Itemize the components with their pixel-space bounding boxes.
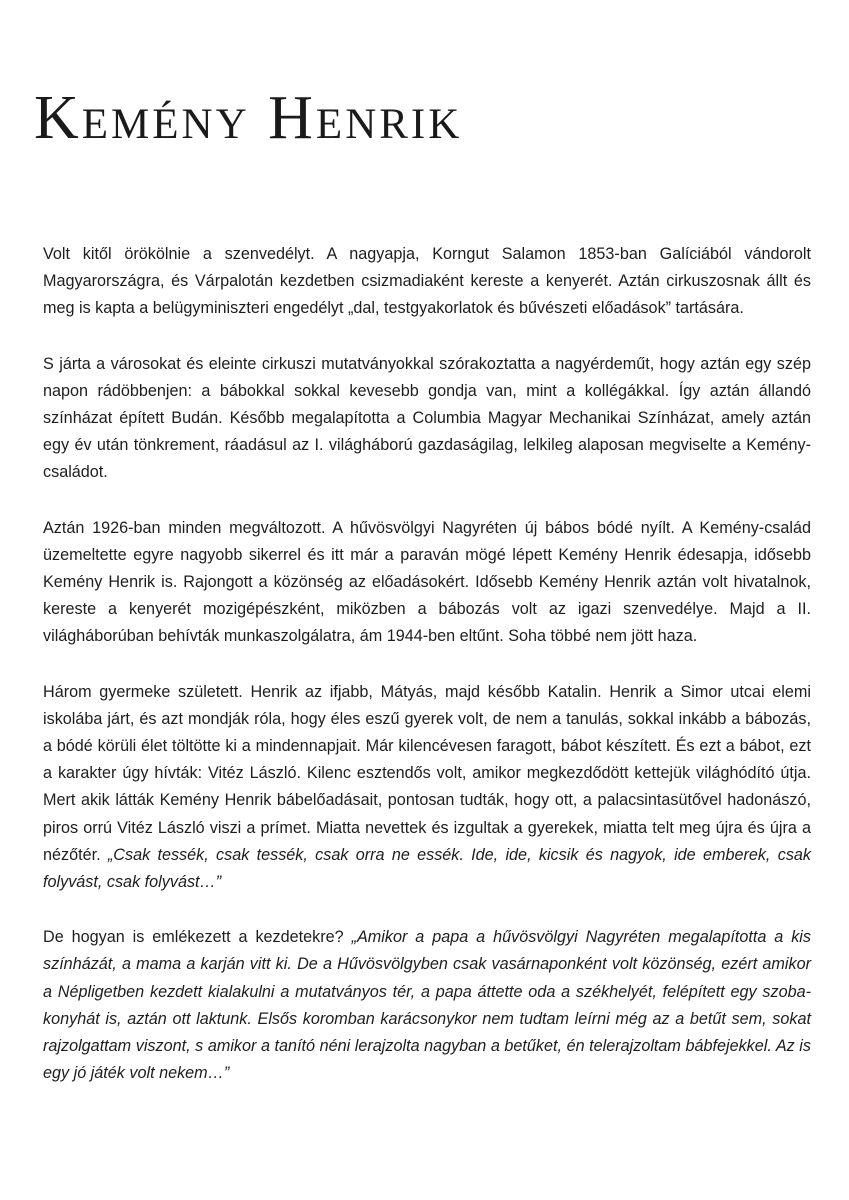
italic-quote: „Amikor a papa a hűvösvölgyi Nagyréten megalapította a kis színházát, a mama a karján vitt ki. De a Hűvösvölgyben csak vasárnaponként volt közönség, ezért amikor a Népligetben kezdett kialakulni a mutatványos tér, a papa áttette oda a székhelyét, felépített egy szoba-konyhát is, aztán ott laktunk. Elsős koromban karácsonykor nem tudtam leírni még az a betűt sem, sokat rajzolgattam viszont, s amikor a tanító néni lerajzolta nagyban a betűket, én telerajzoltam bábfejekkel. Az is egy jó játék volt nekem…” [43, 928, 811, 1083]
article-body [43, 241, 811, 1115]
paragraph-4 [43, 679, 811, 897]
paragraph-text: Volt kitől örökölnie a szenvedélyt. A nagyapja, Korngut Salamon 1853-ban Galíciából vándorolt Magyarországra, és Várpalotán kezdetben csizmadiaként kereste a kenyerét. Aztán cirkuszosnak állt és meg is kapta a belügyminiszteri engedélyt „dal, testgyakorlatok és bűvészeti előadások” tartására. [43, 245, 811, 318]
paragraph-2 [43, 351, 811, 487]
paragraph-5 [43, 924, 811, 1087]
paragraph-text: S járta a városokat és eleinte cirkuszi mutatványokkal szórakoztatta a nagyérdeműt, hogy aztán egy szép napon rádöbbenjen: a bábokkal sokkal kevesebb gondja van, mint a kollégákkal. Így aztán állandó színházat épített Budán. Később megalapította a Columbia Magyar Mechanikai Színházat, amely aztán egy év után tönkrement, ráadásul az I. világháború gazdaságilag, lelkileg alaposan megviselte a Kemény-családot. [43, 354, 811, 482]
paragraph-text: Három gyermeke született. Henrik az ifjabb, Mátyás, majd később Katalin. Henrik a Simor utcai elemi iskolába járt, és azt mondják róla, hogy éles eszű gyerek volt, de nem a tanulás, sokkal inkább a bábozás, a bódé körüli élet töltötte ki a mindennapjait. Már kilencévesen faragott, bábot készített. És ezt a bábot, ezt a karakter úgy hívták: Vitéz László. Kilenc esztendős volt, amikor megkezdődött kettejük világhódító útja. Mert akik látták Kemény Henrik bábelőadásait, pontosan tudták, hogy ott, a palacsintasütővel hadonászó, piros orrú Vitéz László viszi a prímet. Miatta nevettek és izgultak a gyerekek, miatta telt meg újra és újra a nézőtér. [43, 682, 811, 864]
page-title: Kemény Henrik [34, 84, 463, 152]
paragraph-1 [43, 241, 811, 323]
paragraph-3 [43, 515, 811, 651]
paragraph-text: De hogyan is emlékezett a kezdetekre? [43, 928, 344, 947]
paragraph-text: Aztán 1926-ban minden megváltozott. A hűvösvölgyi Nagyréten új bábos bódé nyílt. A Kemény-család üzemeltette egyre nagyobb sikerrel és itt már a paraván mögé lépett Kemény Henrik édesapja, idősebb Kemény Henrik is. Rajongott a közönség az előadásokért. Idősebb Kemény Henrik aztán volt hivatalnok, kereste a kenyerét mozigépészként, miközben a bábozás volt az igazi szenvedélye. Majd a II. világháborúban behívták munkaszolgálatra, ám 1944-ben eltűnt. Soha többé nem jött haza. [43, 518, 811, 646]
italic-quote: „Csak tessék, csak tessék, csak orra ne essék. Ide, ide, kicsik és nagyok, ide emberek, csak folyvást, csak folyvást…” [43, 845, 812, 892]
